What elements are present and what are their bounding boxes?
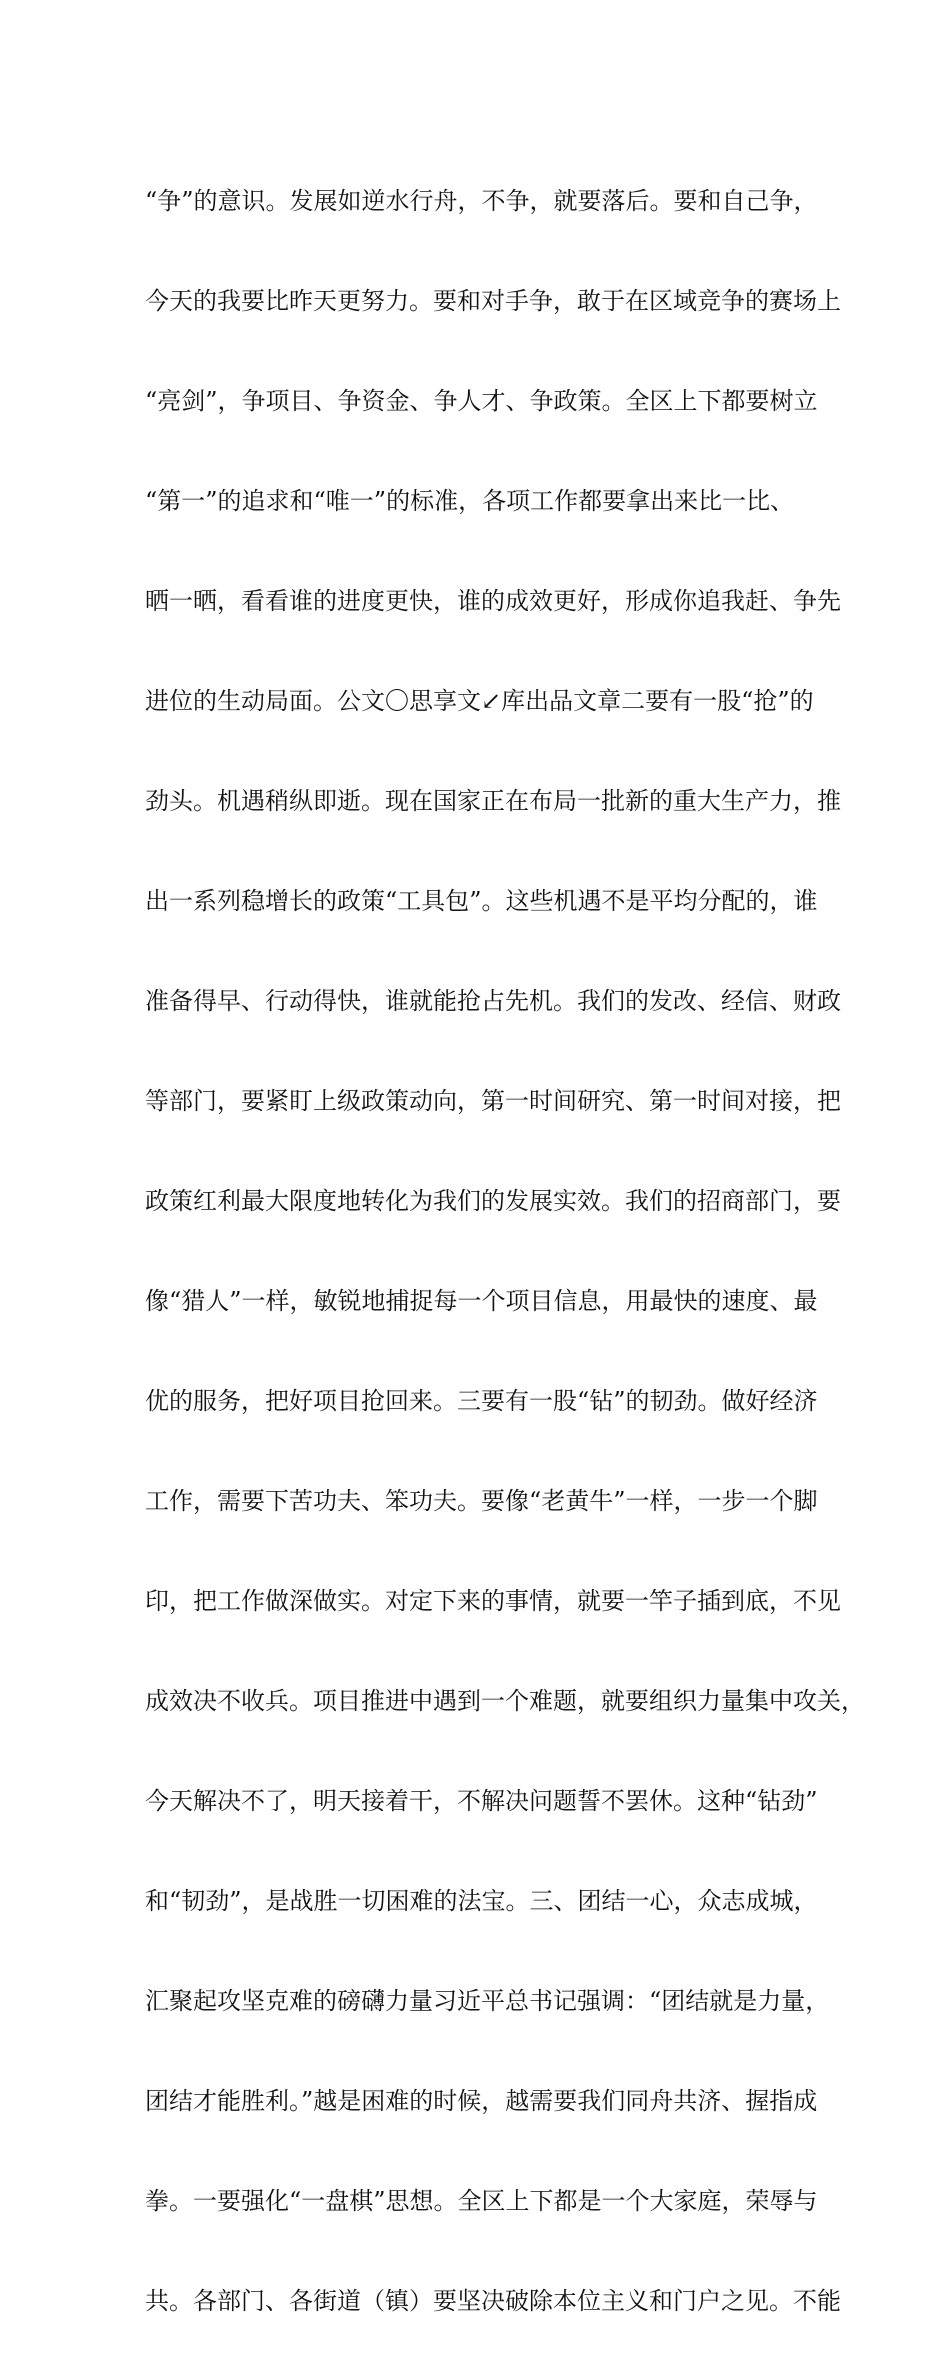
text-line: 成效决不收兵。项目推进中遇到一个难题，就要组织力量集中攻关， [145, 1687, 865, 1715]
text-line: 拳。一要强化“一盘棋”思想。全区上下都是一个大家庭，荣辱与 [145, 2187, 818, 2215]
text-line: 等部门，要紧盯上级政策动向，第一时间研究、第一时间对接，把 [145, 1087, 841, 1115]
text-line: 汇聚起攻坚克难的磅礴力量习近平总书记强调：“团结就是力量， [145, 1987, 830, 2015]
body-text [145, 126, 865, 2376]
text-line: 出一系列稳增长的政策“工具包”。这些机遇不是平均分配的，谁 [145, 887, 818, 915]
text-line: 进位的生动局面。公文〇思享文↙库出品文章二要有一股“抢”的 [145, 687, 814, 715]
text-line: “第一”的追求和“唯一”的标准，各项工作都要拿出来比一比、 [145, 487, 795, 515]
text-line: 优的服务，把好项目抢回来。三要有一股“钻”的韧劲。做好经济 [145, 1387, 818, 1415]
text-line: 共。各部门、各街道（镇）要坚决破除本位主义和门户之见。不能 [145, 2287, 841, 2315]
text-line: 团结才能胜利。”越是困难的时候，越需要我们同舟共济、握指成 [145, 2087, 818, 2115]
text-line: “争”的意识。发展如逆水行舟，不争，就要落后。要和自己争， [145, 187, 818, 215]
text-line: 晒一晒，看看谁的进度更快，谁的成效更好，形成你追我赶、争先 [145, 587, 841, 615]
text-line: 政策红利最大限度地转化为我们的发展实效。我们的招商部门，要 [145, 1187, 841, 1215]
text-line: 像“猎人”一样，敏锐地捕捉每一个项目信息，用最快的速度、最 [145, 1287, 818, 1315]
text-line: 今天的我要比昨天更努力。要和对手争，敢于在区域竞争的赛场上 [145, 287, 841, 315]
text-line: 工作，需要下苦功夫、笨功夫。要像“老黄牛”一样，一步一个脚 [145, 1487, 818, 1515]
text-line: 印，把工作做深做实。对定下来的事情，就要一竿子插到底，不见 [145, 1587, 841, 1615]
text-line: 准备得早、行动得快，谁就能抢占先机。我们的发改、经信、财政 [145, 987, 841, 1015]
text-line: 和“韧劲”，是战胜一切困难的法宝。三、团结一心，众志成城， [145, 1887, 818, 1915]
text-line: 今天解决不了，明天接着干，不解决问题誓不罢休。这种“钻劲” [145, 1787, 818, 1815]
text-line: “亮剑”，争项目、争资金、争人才、争政策。全区上下都要树立 [145, 387, 818, 415]
text-line: 劲头。机遇稍纵即逝。现在国家正在布局一批新的重大生产力，推 [145, 787, 841, 815]
